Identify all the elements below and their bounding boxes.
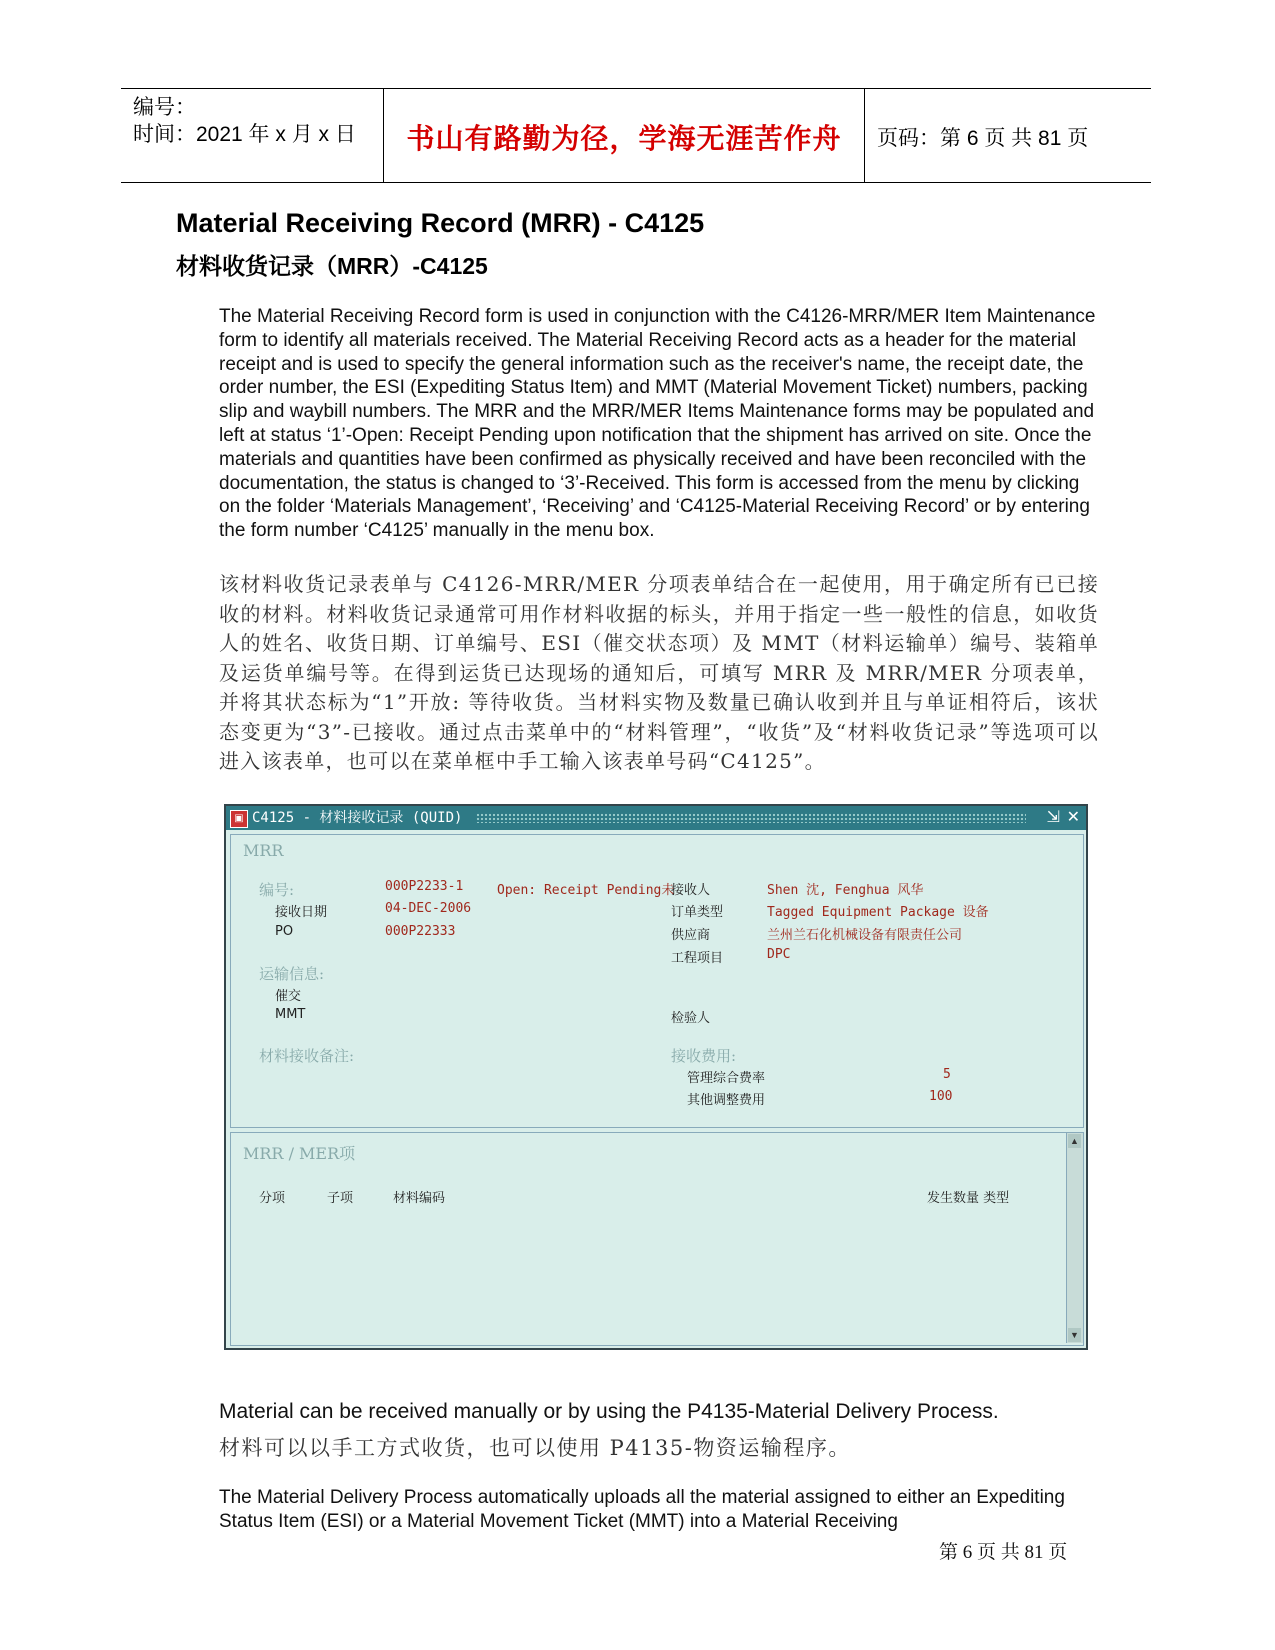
project-field[interactable]: DPC (767, 947, 791, 962)
scroll-up-icon[interactable]: ▲ (1068, 1134, 1081, 1148)
motto: 书山有路勤为径，学海无涯苦作舟 (406, 122, 842, 155)
remarks-label: 材料接收备注: (259, 1047, 355, 1065)
section-title: Material Receiving Record (MRR) - C4125 (176, 208, 705, 238)
admin-rate-label: 管理综合费率 (687, 1071, 766, 1086)
col-material-header: 材料编码 (393, 1191, 446, 1206)
supplier-label: 供应商 (671, 928, 711, 943)
items-scrollbar[interactable] (1066, 1133, 1083, 1343)
shipping-info-label: 运输信息: (259, 965, 325, 983)
delivery-process-paragraph: The Material Delivery Process automatically uploads all the material assigned to either an Expediting Status Item (ESI) or a Material Movement Ticket (MMT) into a Material Receiving (219, 1487, 1065, 1532)
scroll-down-icon[interactable]: ▼ (1068, 1328, 1081, 1342)
number-field-label: 编号: (259, 881, 295, 899)
page-header (121, 88, 1151, 183)
app-icon: ▣ (230, 810, 248, 828)
window-title-bar (226, 806, 1086, 830)
po-field[interactable]: 000P22333 (385, 924, 456, 939)
receive-method-zh: 材料可以以手工方式收货，也可以使用 P4135-物资运输程序。 (219, 1436, 851, 1460)
mrr-section-title: MRR (243, 841, 284, 860)
items-section-title: MRR / MER项 (243, 1144, 356, 1163)
order-type-field[interactable]: Tagged Equipment Package 设备 (767, 905, 989, 920)
receive-date-field[interactable]: 04-DEC-2006 (385, 901, 472, 916)
header-center-cell (384, 89, 865, 182)
header-left-cell (121, 89, 384, 182)
mrr-mer-items-section (230, 1132, 1084, 1346)
status-field[interactable]: Open: Receipt Pending未 (497, 883, 675, 898)
number-field[interactable]: 000P2233-1 (385, 879, 464, 894)
admin-rate-field[interactable]: 5 (943, 1067, 951, 1082)
page-footer: 第 6 页 共 81 页 (939, 1542, 1068, 1563)
project-label: 工程项目 (671, 951, 724, 966)
col-qty-type-header: 发生数量 类型 (927, 1191, 1010, 1206)
expedite-label: 催交 (275, 989, 302, 1004)
minimize-icon[interactable]: ⇲ (1046, 809, 1060, 826)
intro-paragraph-zh: 该材料收货记录表单与 C4126-MRR/MER 分项表单结合在一起使用，用于确定所有已已接收的材料。材料收货记录通常可用作材料收据的标头，并用于指定一些一般性的信息，如收货人的姓名、收货日期、订单编号、ESI（催交状态项）及 MMT（材料运输单）编号、装箱单及运货单编号等。在得到运货已达现场的通知后，可填写 MRR 及 MRR/MER 分项表单，并将其状态标为“1”开放: 等待收货。当材料实物及数量已确认收到并且与单证相符后，该状态变更为“3”-已接收。通过点击菜单中的“材料管理”，“收货”及“材料收货记录”等选项可以进入该表单，也可以在菜单框中手工输入该表单号码“C4125”。 (219, 572, 1099, 773)
window-title: C4125 - 材料接收记录 (QUID) (252, 810, 463, 826)
order-type-label: 订单类型 (671, 905, 724, 920)
intro-paragraph-en: The Material Receiving Record form is used in conjunction with the C4126-MRR/MER Item Maintenance form to identify all materials received. The Material Receiving Record acts as a header for the material receipt and is used to specify the general information such as the receiver's name, the receipt date, the order number, the ESI (Expediting Status Item) and MMT (Material Movement Ticket) numbers, packing slip and waybill numbers. The MRR and the MRR/MER Items Maintenance forms may be populated and left at status ‘1’-Open: Receipt Pending upon notification that the shipment has arrived on site. Once the materials and quantities have been confirmed as physically received and have been reconciled with the documentation, the status is changed to ‘3’-Received. This form is accessed from the menu by clicking on the folder ‘Materials Management’, ‘Receiving’ and ‘C4125-Material Receiving Record’ or by entering the form number ‘C4125’ manually in the menu box. (219, 306, 1096, 542)
section-subtitle: 材料收货记录（MRR）-C4125 (176, 253, 488, 279)
inspector-label: 检验人 (671, 1011, 711, 1026)
other-fee-field[interactable]: 100 (929, 1089, 953, 1104)
supplier-field[interactable]: 兰州兰石化机械设备有限责任公司 (767, 928, 963, 943)
col-subitem-header: 子项 (327, 1191, 354, 1206)
receive-date-label: 接收日期 (275, 905, 328, 920)
receiver-field[interactable]: Shen 沈, Fenghua 风华 (767, 883, 924, 898)
other-fee-label: 其他调整费用 (687, 1093, 766, 1108)
po-label: PO (275, 924, 294, 939)
time-label: 时间：2021 年 x 月 x 日 (133, 123, 356, 146)
mmt-label: MMT (275, 1007, 306, 1022)
receiver-label: 接收人 (671, 883, 711, 898)
header-right-cell (865, 89, 1151, 182)
col-item-header: 分项 (259, 1191, 286, 1206)
form-screenshot-window (224, 804, 1088, 1350)
page-label: 页码：第 6 页 共 81 页 (877, 127, 1089, 150)
mrr-section (230, 834, 1084, 1128)
title-bar-pattern (476, 813, 1026, 823)
fees-label: 接收费用: (671, 1047, 737, 1065)
number-label: 编号： (133, 96, 196, 119)
close-icon[interactable]: ✕ (1066, 809, 1080, 826)
receive-method-en: Material can be received manually or by using the P4135-Material Delivery Process. (219, 1400, 999, 1423)
